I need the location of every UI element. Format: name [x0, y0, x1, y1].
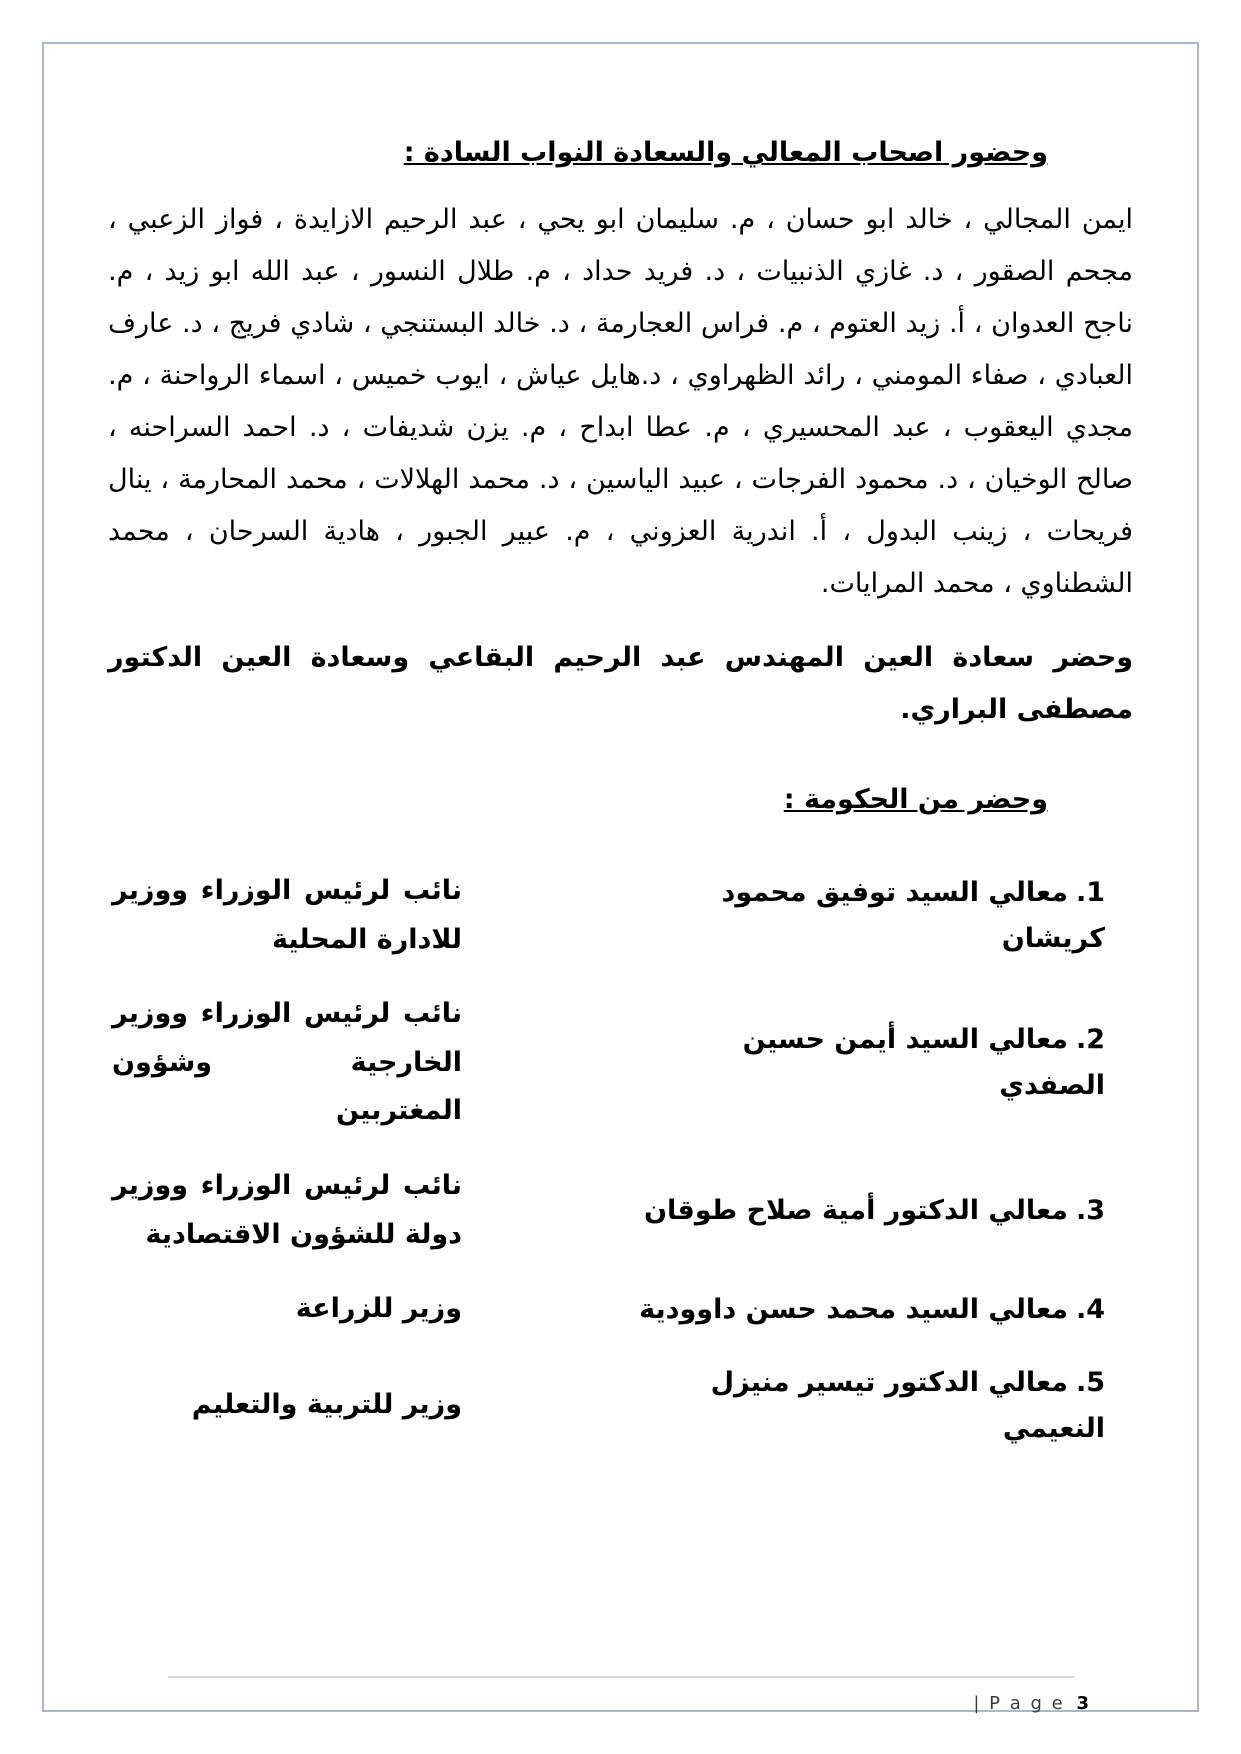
- minister-name-text: معالي الدكتور أمية صلاح طوقان: [643, 1194, 1068, 1226]
- minister-name-text: معالي السيد أيمن حسين الصفدي: [742, 1024, 1105, 1102]
- footer-separator: [168, 1676, 1075, 1678]
- list-number: 3.: [1075, 1194, 1105, 1226]
- government-list-item: [108, 1162, 1133, 1259]
- list-number: 5.: [1075, 1366, 1105, 1398]
- minister-name: [635, 1360, 1105, 1452]
- list-number: 4.: [1075, 1293, 1105, 1325]
- government-list-item: [108, 1360, 1133, 1452]
- minister-name: [635, 1287, 1105, 1333]
- minister-name-text: معالي الدكتور تيسير منيزل النعيمي: [710, 1366, 1105, 1444]
- minister-role: وزير للتربية والتعليم: [191, 1389, 462, 1421]
- minister-name: [635, 1188, 1105, 1234]
- minister-role: نائب لرئيس الوزراء ووزير دولة للشؤون الاقتصادية: [112, 1169, 462, 1250]
- footer-label: | P a g e: [973, 1693, 1065, 1714]
- list-number: 1.: [1075, 876, 1105, 908]
- minister-name-text: معالي السيد توفيق محمود كريشان: [721, 876, 1105, 954]
- page-footer: [973, 1693, 1091, 1714]
- attendees-heading: وحضور اصحاب المعالي والسعادة النواب السادة :: [403, 137, 1048, 168]
- government-list-item: [108, 867, 1133, 964]
- page-content: [42, 42, 1199, 1712]
- government-list-item: [108, 990, 1133, 1136]
- attendees-paragraph: ايمن المجالي ، خالد ابو حسان ، م. سليمان ابو يحي ، عبد الرحيم الازايدة ، فواز الزعبي ، مجحم الصقور ، د. غازي الذنبيات ، د. فريد حداد ، م. طلال النسور ، عبد الله ابو زيد ، م. ناجح العدوان ، أ. زيد العتوم ، م. فراس العجارمة ، د. خالد البستنجي ، شادي فريج ، د. عارف العبادي ، صفاء المومني ، رائد الظهراوي ، د.هايل عياش ، ايوب خميس ، اسماء الرواحنة ، م. مجدي اليعقوب ، عبد المحسيري ، م. عطا ابداح ، م. يزن شديفات ، د. احمد السراحنه ، صالح الوخيان ، د. محمود الفرجات ، عبيد الياسين ، د. محمد الهلالات ، محمد المحارمة ، ينال فريحات ، زينب البدول ، أ. اندرية العزوني ، م. عبير الجبور ، هادية السرحان ، محمد الشطناوي ، محمد المرايات.: [108, 204, 1133, 599]
- minister-role: نائب لرئيس الوزراء ووزير الخارجية وشؤون المغتربين: [112, 998, 462, 1127]
- senators-paragraph: وحضر سعادة العين المهندس عبد الرحيم البقاعي وسعادة العين الدكتور مصطفى البراري.: [108, 642, 1133, 725]
- government-list-item: [108, 1285, 1133, 1334]
- government-list: [108, 867, 1133, 1452]
- minister-name-text: معالي السيد محمد حسن داوودية: [639, 1293, 1068, 1325]
- minister-role: وزير للزراعة: [295, 1293, 462, 1325]
- list-number: 2.: [1075, 1024, 1105, 1056]
- minister-name: [635, 1017, 1105, 1109]
- page-number: 3: [1076, 1693, 1091, 1714]
- minister-role: نائب لرئيس الوزراء ووزير للادارة المحلية: [112, 875, 462, 955]
- government-heading: وحضر من الحكومة :: [783, 784, 1048, 815]
- minister-name: [635, 870, 1105, 962]
